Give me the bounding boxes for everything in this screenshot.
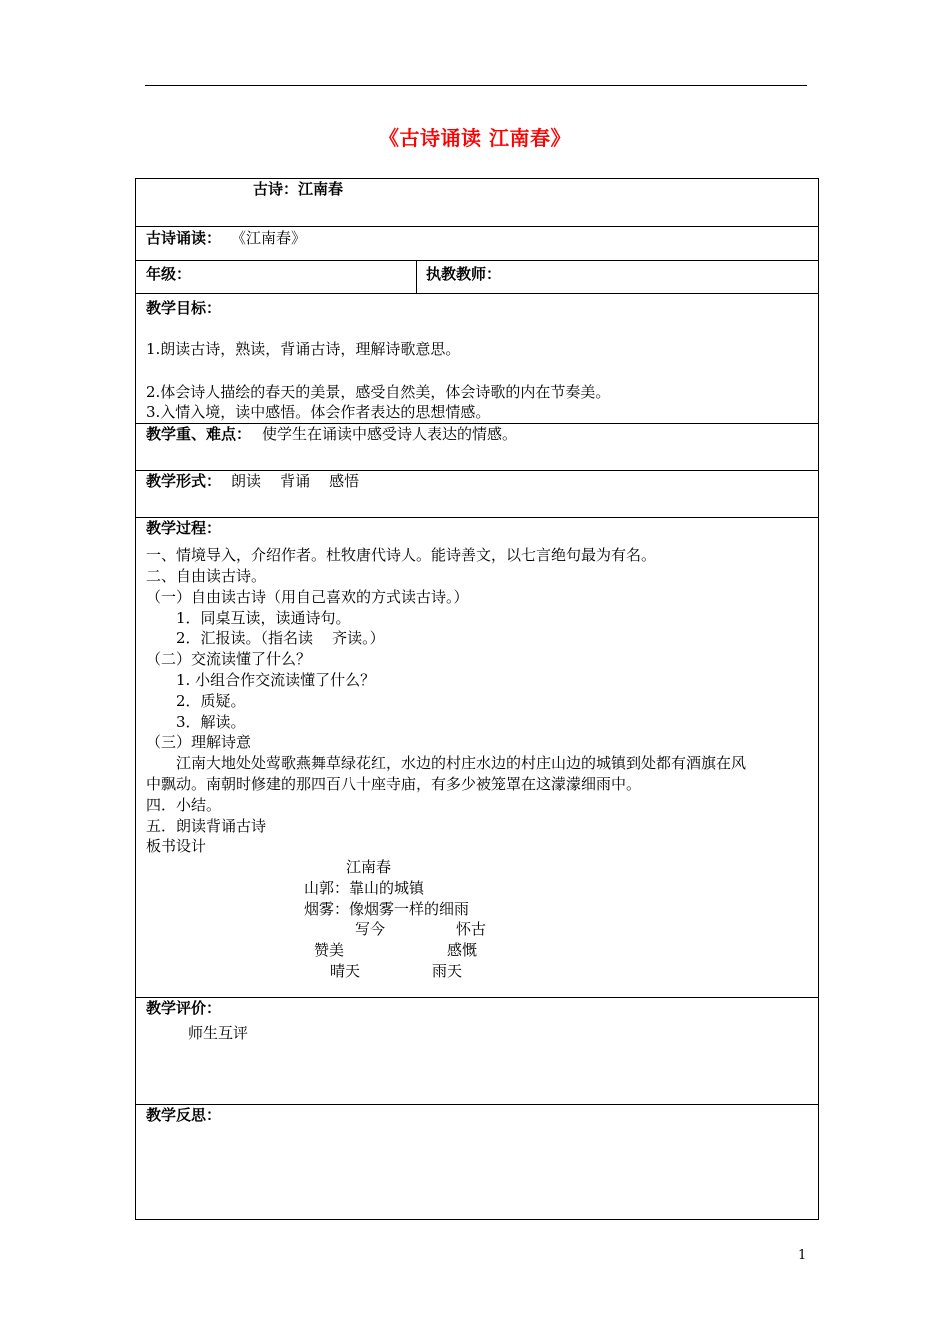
process-line: （二）交流读懂了什么？ [146, 650, 312, 668]
teacher-label: 执教教师： [426, 265, 502, 283]
row-teaching-form [136, 471, 818, 518]
process-line: 板书设计 [146, 837, 207, 855]
page-number: 1 [798, 1248, 807, 1263]
process-line: 二、自由读古诗。 [146, 567, 267, 585]
objective-item: 2.体会诗人描绘的春天的美景，感受自然美，体会诗歌的内在节奏美。 [146, 383, 611, 401]
objective-item: 1.朗读古诗，熟读，背诵古诗，理解诗歌意思。 [146, 340, 461, 358]
reading-label-text: 古诗诵读： [146, 229, 222, 247]
board-word: 赞美 [314, 941, 345, 959]
board-word: 怀古 [456, 920, 487, 938]
process-line: 江南大地处处莺歌燕舞草绿花红，水边的村庄水边的村庄山边的城镇到处都有酒旗在风 [176, 754, 747, 772]
board-line: 山郭：靠山的城镇 [304, 879, 425, 897]
board-line: 烟雾：像烟雾一样的细雨 [304, 900, 470, 918]
process-line: 1．同桌互读，读通诗句。 [176, 609, 351, 627]
document-title: 《古诗诵读 江南春》 [379, 126, 571, 150]
process-line: 五．朗读背诵古诗 [146, 817, 267, 835]
key-points-value: 使学生在诵读中感受诗人表达的情感。 [262, 425, 518, 443]
board-word: 写今 [355, 920, 386, 938]
reflection-label: 教学反思： [146, 1106, 222, 1124]
row-grade-teacher [136, 261, 818, 294]
board-title: 江南春 [346, 858, 392, 876]
process-line: 一、情境导入，介绍作者。杜牧唐代诗人。能诗善文，以七言绝句最为有名。 [146, 546, 657, 564]
process-line: （一）自由读古诗（用自己喜欢的方式读古诗。） [146, 588, 469, 606]
process-line: 3．解读。 [176, 713, 246, 731]
grade-label: 年级： [146, 265, 192, 283]
evaluation-value: 师生互评 [188, 1024, 249, 1042]
process-line: 2．汇报读。（指名读 齐读。） [176, 629, 385, 647]
reading-value: 《江南春》 [231, 229, 307, 247]
objective-item: 3.入情入境，读中感悟。体会作者表达的思想情感。 [146, 403, 491, 421]
process-line: 中飘动。南朝时修建的那四百八十座寺庙，有多少被笼罩在这濛濛细雨中。 [146, 775, 642, 793]
process-line: （三）理解诗意 [146, 733, 252, 751]
board-word: 雨天 [432, 962, 463, 980]
poem-title-label: 古诗：江南春 [253, 180, 344, 198]
row-objectives [136, 294, 818, 424]
evaluation-label: 教学评价： [146, 999, 222, 1017]
objectives-label: 教学目标： [146, 299, 222, 317]
process-line: 四．小结。 [146, 796, 222, 814]
cell-divider [416, 261, 417, 293]
key-points-label: 教学重、难点： [146, 425, 252, 443]
process-line: 1. 小组合作交流读懂了什么？ [176, 671, 376, 689]
header-rule [145, 85, 807, 86]
process-line: 2．质疑。 [176, 692, 246, 710]
row-poem-title [136, 179, 818, 227]
form-value: 朗读 背诵 感悟 [231, 472, 360, 490]
board-word: 晴天 [330, 962, 361, 980]
row-key-points [136, 424, 818, 471]
row-reflection [136, 1105, 818, 1218]
row-evaluation [136, 998, 818, 1105]
board-word: 感慨 [447, 941, 478, 959]
lesson-plan-table [135, 178, 819, 1220]
row-reading [136, 227, 818, 261]
form-label: 教学形式： [146, 472, 222, 490]
process-label: 教学过程： [146, 519, 222, 537]
row-process [136, 518, 818, 998]
